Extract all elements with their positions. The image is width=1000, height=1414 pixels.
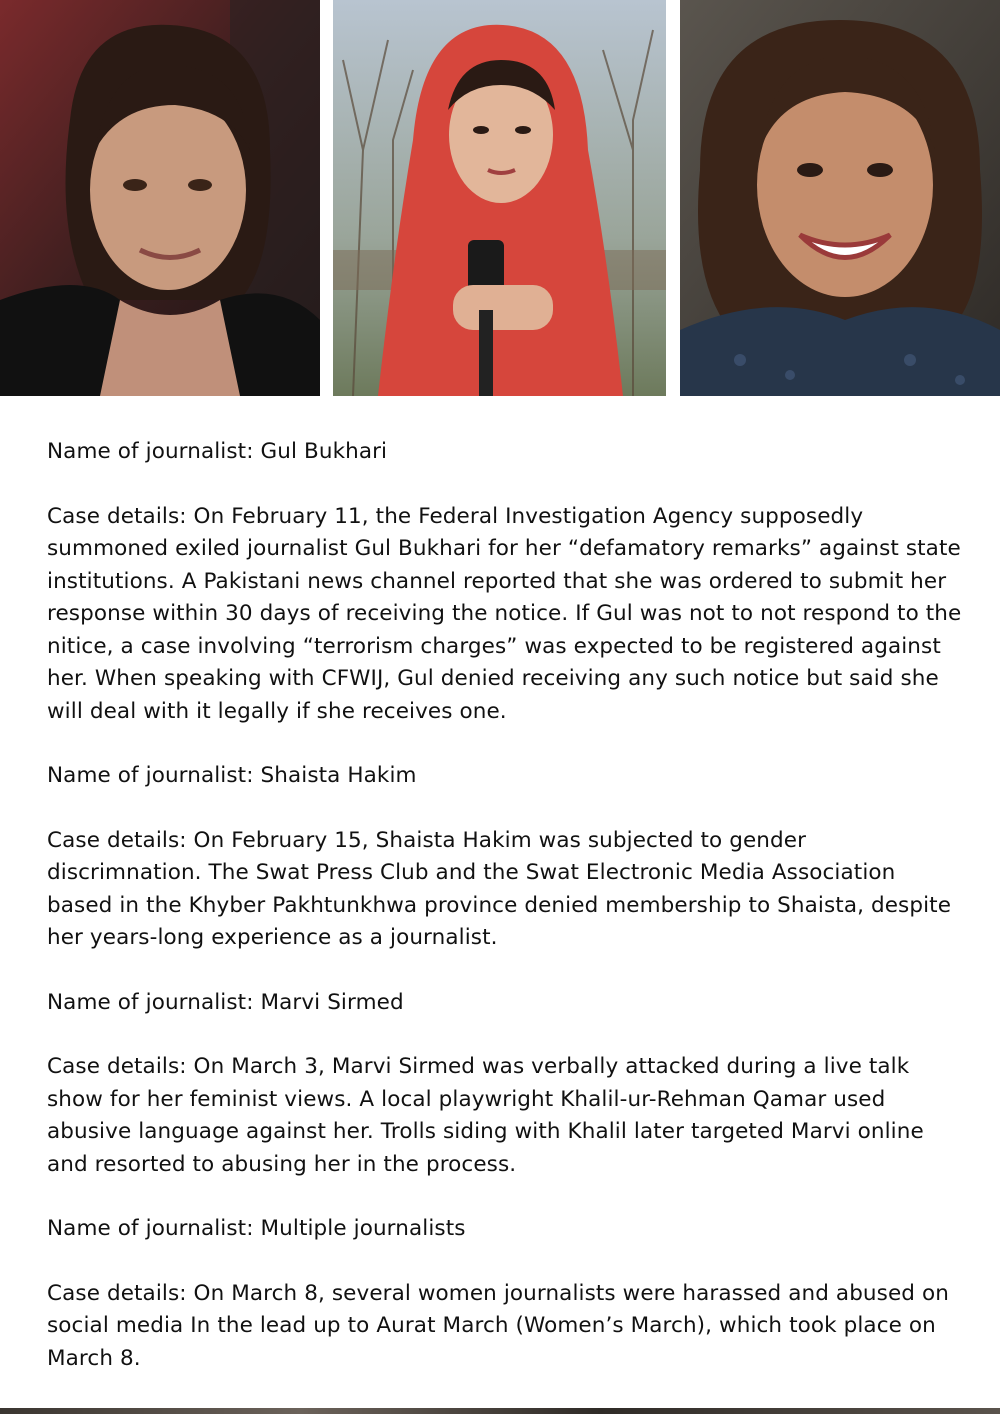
portrait-image: [0, 0, 320, 396]
case-entry-multiple-journalists: [47, 1213, 967, 1375]
case-entry-marvi-sirmed: [47, 987, 967, 1182]
bottom-border: [0, 1408, 1000, 1414]
journalist-name: Name of journalist: Multiple journalists: [47, 1216, 466, 1241]
photo-strip: [0, 0, 1000, 396]
journalist-name: Name of journalist: Gul Bukhari: [47, 439, 388, 464]
journalist-cases: [47, 436, 967, 1407]
case-details: Case details: On February 15, Shaista Hakim was subjected to gender discrimnation. The Swat Press Club and the Swat Electronic Media Association based in the Khyber Pakhtunkhwa province denied membership to Shaista, despite her years-long experience as a journalist.: [47, 827, 952, 950]
case-details: Case details: On March 3, Marvi Sirmed was verbally attacked during a live talk show for her feminist views. A local playwright Khalil-ur-Rehman Qamar used abusive language against her. Trolls siding with Khalil later targeted Marvi online and resorted to abusing her in the process.: [47, 1054, 924, 1177]
journalist-name: Name of journalist: Marvi Sirmed: [47, 989, 404, 1015]
photo-marvi-sirmed: [680, 0, 1000, 396]
case-entry-gul-bukhari: [47, 436, 967, 728]
case-details: Case details: On March 8, several women journalists were harassed and abused on social media In the lead up to Aurat March (Women’s March), which took place on March 8.: [47, 1280, 949, 1371]
case-details: Case details: On February 11, the Federal Investigation Agency supposedly summoned exiled journalist Gul Bukhari for her “defamatory remarks” against state institutions. A Pakistani news channel reported that she was ordered to submit her response within 30 days of receiving the notice. If Gul was not to not respond to the nitice, a case involving “terrorism charges” was expected to be registered against her. When speaking with CFWIJ, Gul denied receiving any such notice but said she will deal with it legally if she receives one.: [47, 503, 962, 724]
journalist-name: Name of journalist: Shaista Hakim: [47, 763, 417, 788]
portrait-image: [680, 0, 1000, 396]
case-entry-shaista-hakim: [47, 760, 967, 955]
photo-gul-bukhari: [0, 0, 320, 396]
portrait-image: [333, 0, 666, 396]
photo-shaista-hakim: [333, 0, 666, 396]
